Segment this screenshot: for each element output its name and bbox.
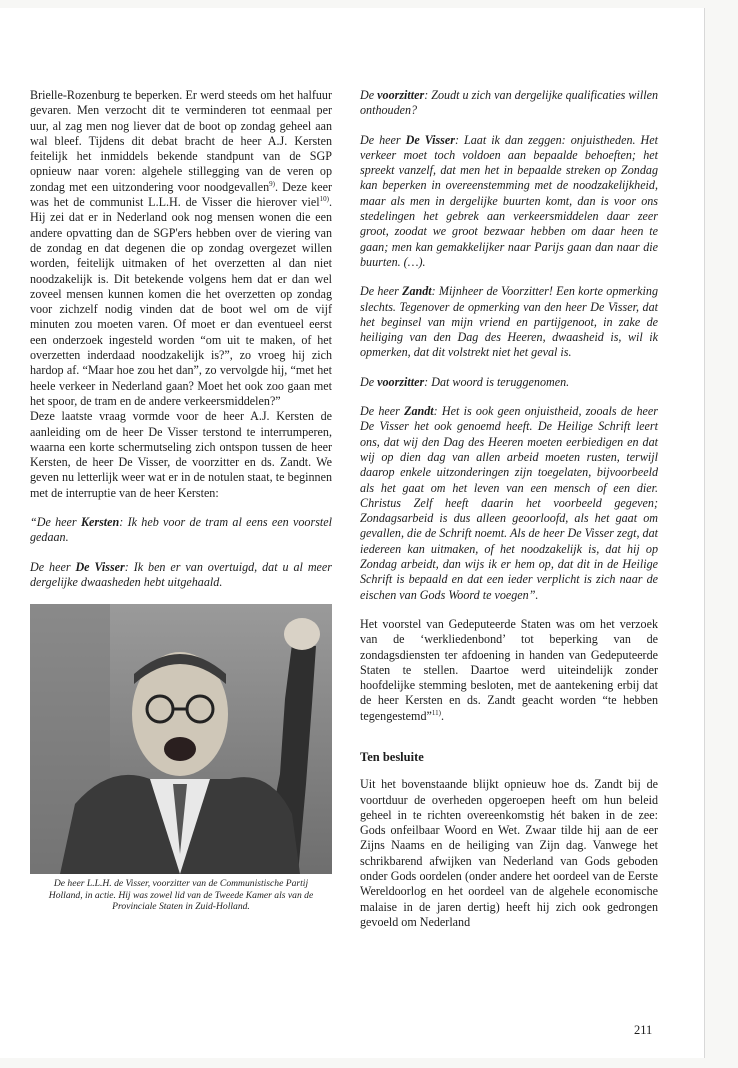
quote-de-visser-2 <box>360 133 658 271</box>
left-column <box>30 88 332 912</box>
quote-voorzitter-2 <box>360 375 658 390</box>
speaker-name: voorzitter <box>377 374 425 389</box>
speaker-name: Kersten <box>80 515 120 530</box>
page-number: 211 <box>634 1023 653 1037</box>
quote-de-visser <box>30 560 332 591</box>
speaker-name: Zandt <box>404 404 434 419</box>
paragraph <box>30 88 332 409</box>
text: : Mijnheer de Voorzitter! Een korte opmerking slechts. Tegenover de opmerking van den heer De Visser, dat het beginsel van mijn vriend en partijgenoot, in zake de heiliging van den Dag des Heeren, dwaasheid is, wil ik opmerken, dat dit volstrekt niet het geval is. <box>360 284 658 360</box>
footnote-ref: 11) <box>431 708 441 717</box>
text: : Zoudt u zich van dergelijke qualificaties willen onthouden? <box>360 88 658 118</box>
text: : Ik ben er van overtuigd, dat u al meer dergelijke dwaasheden hebt uitgehaald. <box>30 559 332 589</box>
paragraph: Deze laatste vraag vormde voor de heer A.J. Kersten de aanleiding om de heer De Visser terstond te interrumperen, waarna een korte schermutseling zich ontspon tussen de heer Kersten, de heer De Visser, de voorzitter en ds. Zandt. We geven nu letterlijk weer wat er in de notulen staat, te beginnen met de interruptie van de heer Kersten: <box>30 409 332 500</box>
text: : Het is ook geen onjuistheid, zooals de heer De Visser het ook genoemd heeft. De Heilige Schrift leert ons, dat wij den Dag des Heeren moeten eerbiedigen en dat wij op dien dag van allen arbeid moeten rusten, terwijl daarop enkele uitzonderingen zijn toegelaten, bijvoorbeeld als het gaat om het leven van een mensch of een dier. Christus Zelf heeft daarin het voorbeeld gegeven; Zondagsarbeid is dus alleen geoorloofd, als het gaat om gevallen, die de Schrift noemt. Als de heer De Visser zegt, dat iedereen kan uitmaken, of het noodzakelijk is, dat hij op Zondag arbeidt, dan wijs ik er hem op, dat dit in de Heilige Schrift is bepaald en dat een ieder verplicht is zich naar de eischen van Gods Woord te voegen”. <box>360 404 659 602</box>
footnote-ref: 9) <box>269 179 275 188</box>
text: De heer <box>30 559 76 574</box>
photo-de-visser <box>30 604 332 874</box>
photo-illustration <box>30 604 332 874</box>
footnote-ref: 10) <box>319 195 329 204</box>
text: : Ik heb voor de tram al eens een voorstel gedaan. <box>30 515 332 545</box>
section-heading: Ten besluite <box>360 749 424 764</box>
speaker-name: voorzitter <box>377 88 425 102</box>
quote-kersten <box>30 515 332 546</box>
quote-zandt <box>360 284 658 360</box>
speaker-name: De Visser <box>75 559 125 574</box>
speaker-name: Zandt <box>402 284 432 299</box>
text: : Laat ik dan zeggen: onjuistheden. Het verkeer moet toch voldoen aan bepaalde behoeften; het spreekt vanzelf, dat men het in bepaalde streken op Zondag kan beperken in overeenstemming met de noodzakelijkheid, maar als men in dergelijke buurten komt, dan is voor ons stedelingen het gebrek aan verkeersmiddelen daar zeer groot, zoodat we groot bezwaar hebben om daar heen te gaan; men kan gemakkelijker naar Parijs gaan dan naar die buurten. (…). <box>360 132 658 269</box>
photo-caption: De heer L.L.H. de Visser, voorzitter van de Communistische Partij Holland, in actie. Hij was zowel lid van de Tweede Kamer als van de Provinciale Staten in Zuid-Holland. <box>48 878 314 913</box>
text: De heer <box>360 404 405 419</box>
text: Brielle-Rozenburg te beperken. Er werd steeds om het halfuur gevaren. Men verzocht dit te verminderen tot eenmaal per uur, al zag men nog liever dat de boot op zondag geheel aan wal bleef. Tijdens dit debat bracht de heer A.J. Kersten feitelijk het inmiddels bekende standpunt van de SGP opnieuw naar voren: algehele stillegging van de veren op zondag met een uitzondering voor noodgevallen <box>30 88 332 194</box>
text: . Hij zei dat er in Nederland ook nog mensen wonen die een andere opvatting dan de SGP'ers hebben over de viering van de zondag en dat degenen die op zondag overgezet willen worden, feitelijk uitmaken of het overzetten al dan niet noodzakelijk is. Dit betekende volgens hem dat er dan wel zoveel mensen kunnen komen die het overzetten op zondag voor zichzelf nodig vinden dat de boot wel om de vijf minuten zou moeten varen. Of moet er dan eventueel eerst een onderzoek ingesteld worden “om uit te maken, of het overzetten inderdaad noodzakelijk is?”, zo vroeg hij zich hardop af. “Maar hoe zou het dan”, zo vervolgde hij, “met het heele verkeer in Nederland gaan? Moet het ook zoo gaan met het spoor, de tram en de andere verkeersmiddelen?” <box>30 195 332 408</box>
right-column <box>360 88 658 944</box>
text: : Dat woord is teruggenomen. <box>424 374 570 389</box>
text: De <box>360 374 378 389</box>
quote-voorzitter <box>360 88 658 119</box>
paragraph: Uit het bovenstaande blijkt opnieuw hoe ds. Zandt bij de voortduur de overheden opgeroepen heeft om hun beleid geheel in te richten overeenkomstig hét baken in de zee: Gods onfeilbaar Woord en Wet. Zwaar tilde hij aan de eer Zijns Naams en de heiliging van Zijn dag. Vanwege het schrikbarend afwijken van Nederland van Gods geboden onder Gods oordelen (onder andere het oordeel van de Eerste Wereldoorlog en het oordeel van de algehele economische malaise in de jaren dertig) heeft hij zich ook gedrongen gevoeld om Nederland <box>360 777 658 929</box>
text: Het voorstel van Gedeputeerde Staten was om het verzoek van de ‘werkliedenbond’ tot beperking van de zondagsdiensten ter afdoening in handen van Gedeputeerde Staten te stellen. Daartoe werd uiteindelijk zonder hoofdelijke stemming besloten, met de aantekening erbij dat de heer Kersten en ds. Zandt geacht worden “te hebben tegengestemd” <box>360 616 658 723</box>
text: . Deze keer was het de communist L.L.H. de Visser die hierover viel <box>30 179 332 210</box>
text: “De heer <box>30 515 81 530</box>
text: . <box>440 708 444 723</box>
document-page <box>0 8 704 1058</box>
text: De <box>360 88 378 102</box>
quote-zandt-2 <box>360 404 658 603</box>
text: De heer <box>360 132 406 147</box>
speaker-name: De Visser <box>405 132 455 147</box>
paragraph <box>360 617 658 724</box>
text: De heer <box>360 284 403 299</box>
